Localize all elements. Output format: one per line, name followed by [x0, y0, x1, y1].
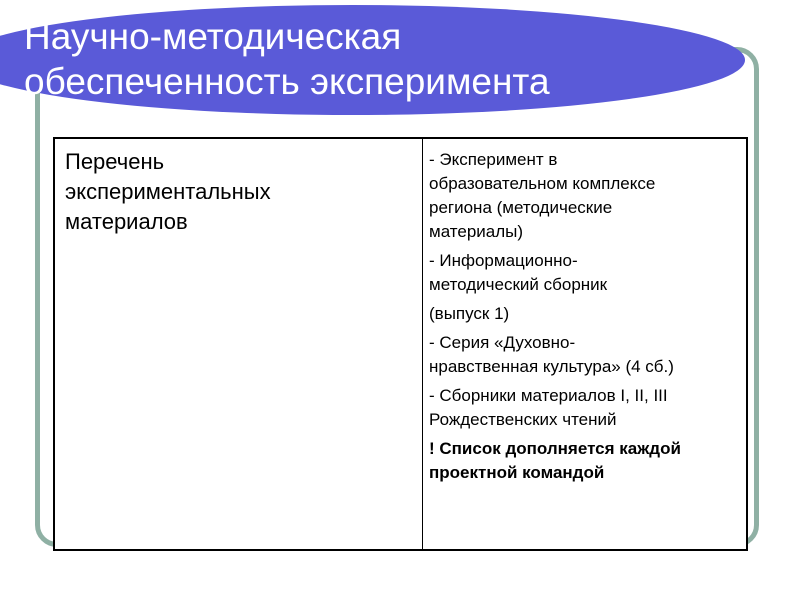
- table-cell-materials-list: [423, 139, 747, 550]
- slide-title-line-2: обеспеченность эксперимента: [24, 61, 550, 102]
- slide-title-line-1: Научно-методическая: [24, 16, 402, 57]
- slide-title: [24, 14, 744, 104]
- list-item-line: нравственная культура» (4 сб.): [429, 357, 674, 376]
- list-item: [429, 249, 740, 297]
- list-item-line: (выпуск 1): [429, 304, 510, 323]
- list-item-line: - Информационно-: [429, 251, 578, 270]
- list-item-line: Рождественских чтений: [429, 410, 617, 429]
- list-note-line: проектной командой: [429, 463, 605, 482]
- list-item-line: - Сборники материалов I, II, III: [429, 386, 668, 405]
- table-cell-category: [55, 139, 423, 550]
- list-item-line: материалы): [429, 222, 524, 241]
- category-line-1: Перечень: [65, 149, 165, 174]
- list-item: [429, 302, 740, 326]
- materials-table: [53, 137, 748, 551]
- materials-table-grid: [54, 138, 747, 550]
- list-item-line: - Серия «Духовно-: [429, 333, 576, 352]
- list-note: [429, 437, 740, 485]
- list-item-line: - Эксперимент в: [429, 150, 558, 169]
- list-item: [429, 331, 740, 379]
- list-note-line: ! Список дополняется каждой: [429, 439, 681, 458]
- list-item: [429, 148, 740, 244]
- list-item-line: методический сборник: [429, 275, 608, 294]
- list-item: [429, 384, 740, 432]
- list-item-line: региона (методические: [429, 198, 613, 217]
- category-line-3: материалов: [65, 209, 188, 234]
- category-line-2: экспериментальных: [65, 179, 271, 204]
- list-item-line: образовательном комплексе: [429, 174, 656, 193]
- table-row: [55, 139, 747, 550]
